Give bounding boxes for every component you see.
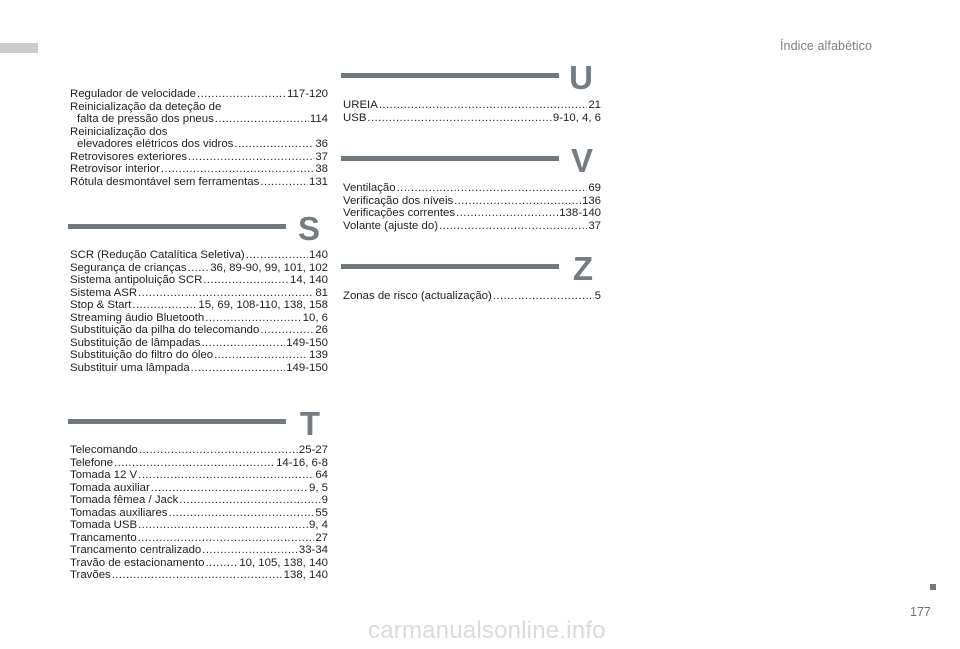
index-entry — [70, 569, 328, 582]
index-entry — [70, 557, 328, 570]
section-rule — [341, 264, 559, 269]
dot-leader — [139, 444, 298, 457]
entry-pages: 131 — [308, 175, 328, 188]
index-entries — [70, 249, 328, 374]
index-entry — [70, 262, 328, 275]
dot-leader — [202, 544, 298, 557]
index-entry — [70, 349, 328, 362]
entry-pages: 10, 105, 138, 140 — [239, 556, 328, 569]
entry-pages: 9, 4 — [309, 519, 328, 531]
dot-leader — [188, 262, 210, 275]
entry-label: Tomadas auxiliares — [70, 506, 168, 519]
entry-label: Ventilação — [343, 182, 396, 194]
dot-leader — [197, 88, 286, 101]
entry-label: Retrovisor interior — [70, 163, 160, 175]
section-rule — [341, 156, 559, 161]
index-section-v — [343, 144, 601, 232]
entry-pages: 5 — [594, 290, 601, 302]
index-entry — [70, 494, 328, 507]
entry-label: falta de pressão dos pneus — [77, 113, 214, 125]
entry-pages: 27 — [315, 531, 328, 544]
entry-label: Telefone — [70, 456, 114, 469]
section-letter: U — [569, 59, 593, 96]
dot-leader — [138, 287, 314, 300]
dot-leader — [138, 519, 308, 532]
index-entries — [343, 99, 601, 124]
entry-pages: 138-140 — [559, 207, 601, 219]
index-entry — [343, 195, 601, 208]
index-entry — [343, 220, 601, 233]
entry-label: Substituir uma lâmpada — [70, 361, 190, 374]
section-rule — [68, 224, 286, 229]
entry-label: UREIA — [343, 99, 378, 111]
dot-leader — [138, 532, 315, 545]
entry-pages: 136 — [581, 194, 601, 207]
section-letter: Z — [572, 250, 593, 287]
entry-pages: 26 — [315, 324, 328, 336]
index-entry — [70, 519, 328, 532]
entry-pages: 36, 89-90, 99, 101, 102 — [210, 261, 328, 274]
index-entries — [70, 88, 328, 188]
entry-pages: 36 — [315, 138, 328, 150]
dot-leader — [161, 163, 314, 176]
section-header — [343, 144, 601, 182]
index-entry — [70, 176, 328, 189]
entry-pages: 64 — [315, 469, 328, 481]
page-marker-dot — [930, 584, 936, 590]
watermark: carmanualsonline.info — [368, 617, 606, 644]
entry-label: Segurança de crianças — [70, 261, 187, 274]
entry-label: Travão de estacionamento — [70, 556, 205, 569]
index-entry — [70, 274, 328, 287]
section-rule — [68, 419, 286, 424]
index-entry — [70, 362, 328, 375]
index-entry — [70, 444, 328, 457]
index-entry — [343, 207, 601, 220]
dot-leader — [234, 138, 314, 151]
dot-leader — [454, 195, 581, 208]
section-header — [70, 407, 328, 444]
index-entry — [343, 112, 601, 125]
section-header — [70, 212, 328, 249]
entry-label: Retrovisores exteriores — [70, 150, 188, 163]
section-header — [343, 252, 601, 290]
entry-label: elevadores elétricos dos vidros — [77, 138, 234, 150]
index-column-left — [70, 88, 328, 582]
index-column-right — [343, 61, 601, 303]
dot-leader — [379, 99, 588, 112]
index-entry — [70, 101, 328, 114]
dot-leader — [151, 482, 308, 495]
entry-label: Reinicialização dos — [70, 125, 168, 138]
index-entry — [70, 312, 328, 325]
entry-pages: 10, 6 — [302, 311, 328, 324]
entry-label: Streaming áudio Bluetooth — [70, 311, 205, 324]
page-number: 177 — [910, 605, 931, 619]
dot-leader — [132, 299, 197, 312]
entry-label: Trancamento centralizado — [70, 544, 202, 556]
entry-label: Volante (ajuste do) — [343, 219, 438, 232]
index-entry — [70, 287, 328, 300]
entry-label: Rótula desmontável sem ferramentas — [70, 175, 260, 188]
dot-leader — [260, 176, 308, 189]
entry-pages: 114 — [309, 113, 328, 125]
entry-label: Trancamento — [70, 531, 137, 544]
dot-leader — [260, 324, 314, 337]
section-rule — [341, 73, 559, 78]
entry-pages: 117-120 — [287, 88, 328, 100]
dot-leader — [188, 151, 314, 164]
entry-label: USB — [343, 111, 367, 124]
index-section-u — [343, 61, 601, 124]
entry-label: Tomada fêmea / Jack — [70, 494, 179, 506]
index-entry — [70, 138, 328, 151]
dot-leader — [493, 290, 594, 303]
entry-label: Travões — [70, 569, 111, 581]
index-section-s — [70, 212, 328, 374]
index-entry — [70, 482, 328, 495]
entry-label: Stop & Start — [70, 299, 132, 311]
entry-pages: 69 — [588, 182, 601, 194]
index-entry — [70, 337, 328, 350]
entry-label: Tomada USB — [70, 519, 138, 531]
entry-label: Zonas de risco (actualização) — [343, 290, 492, 302]
dot-leader — [205, 557, 238, 570]
index-entry — [70, 299, 328, 312]
entry-label: Tomada auxiliar — [70, 481, 150, 494]
dot-leader — [205, 312, 301, 325]
index-entry — [70, 532, 328, 545]
section-letter: V — [570, 142, 593, 179]
index-entries — [70, 444, 328, 582]
index-entries — [343, 290, 601, 303]
entry-label: Tomada 12 V — [70, 469, 138, 481]
entry-pages: 9-10, 4, 6 — [552, 111, 601, 124]
entry-label: Verificações correntes — [343, 207, 456, 219]
index-entry — [343, 99, 601, 112]
entry-label: Reinicialização da deteção de — [70, 100, 222, 113]
entry-pages: 138, 140 — [283, 569, 328, 581]
entry-pages: 149-150 — [286, 361, 328, 374]
index-section-t — [70, 407, 328, 582]
dot-leader — [215, 113, 309, 126]
index-entry — [70, 249, 328, 262]
section-header — [343, 61, 601, 99]
index-entry — [70, 469, 328, 482]
entry-pages: 21 — [588, 99, 601, 111]
entry-pages: 9 — [321, 494, 328, 506]
index-entry — [70, 457, 328, 470]
entry-pages: 149-150 — [286, 336, 328, 349]
dot-leader — [191, 362, 286, 375]
entry-pages: 9, 5 — [309, 481, 328, 494]
dot-leader — [179, 494, 320, 507]
dot-leader — [246, 249, 308, 262]
page-header-title: Índice alfabético — [779, 39, 872, 53]
entry-label: Substituição da pilha do telecomando — [70, 324, 260, 336]
index-entry — [70, 151, 328, 164]
dot-leader — [203, 274, 289, 287]
entry-pages: 37 — [588, 219, 601, 232]
index-entries — [343, 182, 601, 232]
index-entry — [70, 113, 328, 126]
index-section-z — [343, 252, 601, 303]
entry-label: Regulador de velocidade — [70, 88, 197, 100]
index-entry — [70, 163, 328, 176]
index-entry — [70, 544, 328, 557]
dot-leader — [367, 112, 551, 125]
index-entry — [70, 324, 328, 337]
entry-label: SCR (Redução Catalítica Seletiva) — [70, 249, 245, 261]
entry-pages: 55 — [315, 506, 328, 519]
entry-pages: 15, 69, 108-110, 138, 158 — [198, 299, 328, 311]
dot-leader — [214, 349, 308, 362]
entry-label: Substituição do filtro do óleo — [70, 349, 214, 361]
entry-pages: 140 — [308, 249, 328, 261]
dot-leader — [138, 469, 314, 482]
entry-pages: 33-34 — [298, 544, 328, 556]
entry-pages: 139 — [308, 349, 328, 361]
dot-leader — [456, 207, 558, 220]
entry-label: Sistema antipoluição SCR — [70, 274, 203, 286]
entry-label: Substituição de lâmpadas — [70, 336, 201, 349]
dot-leader — [397, 182, 588, 195]
index-entry — [343, 290, 601, 303]
entry-pages: 25-27 — [298, 444, 328, 456]
index-entry — [343, 182, 601, 195]
corner-tab-bar — [0, 43, 38, 53]
dot-leader — [114, 457, 275, 470]
entry-label: Sistema ASR — [70, 286, 138, 299]
dot-leader — [439, 220, 587, 233]
entry-pages: 38 — [315, 163, 328, 175]
dot-leader — [112, 569, 283, 582]
section-letter: T — [299, 405, 320, 442]
entry-pages: 81 — [315, 286, 328, 299]
index-section-r — [70, 88, 328, 188]
index-entry — [70, 507, 328, 520]
entry-pages: 14-16, 6-8 — [276, 456, 328, 469]
dot-leader — [201, 337, 285, 350]
entry-pages: 14, 140 — [289, 274, 328, 286]
entry-pages: 37 — [315, 150, 328, 163]
index-entry — [70, 126, 328, 139]
index-entry — [70, 88, 328, 101]
entry-label: Verificação dos níveis — [343, 194, 454, 207]
entry-label: Telecomando — [70, 444, 138, 456]
section-letter: S — [297, 210, 320, 247]
dot-leader — [169, 507, 315, 520]
